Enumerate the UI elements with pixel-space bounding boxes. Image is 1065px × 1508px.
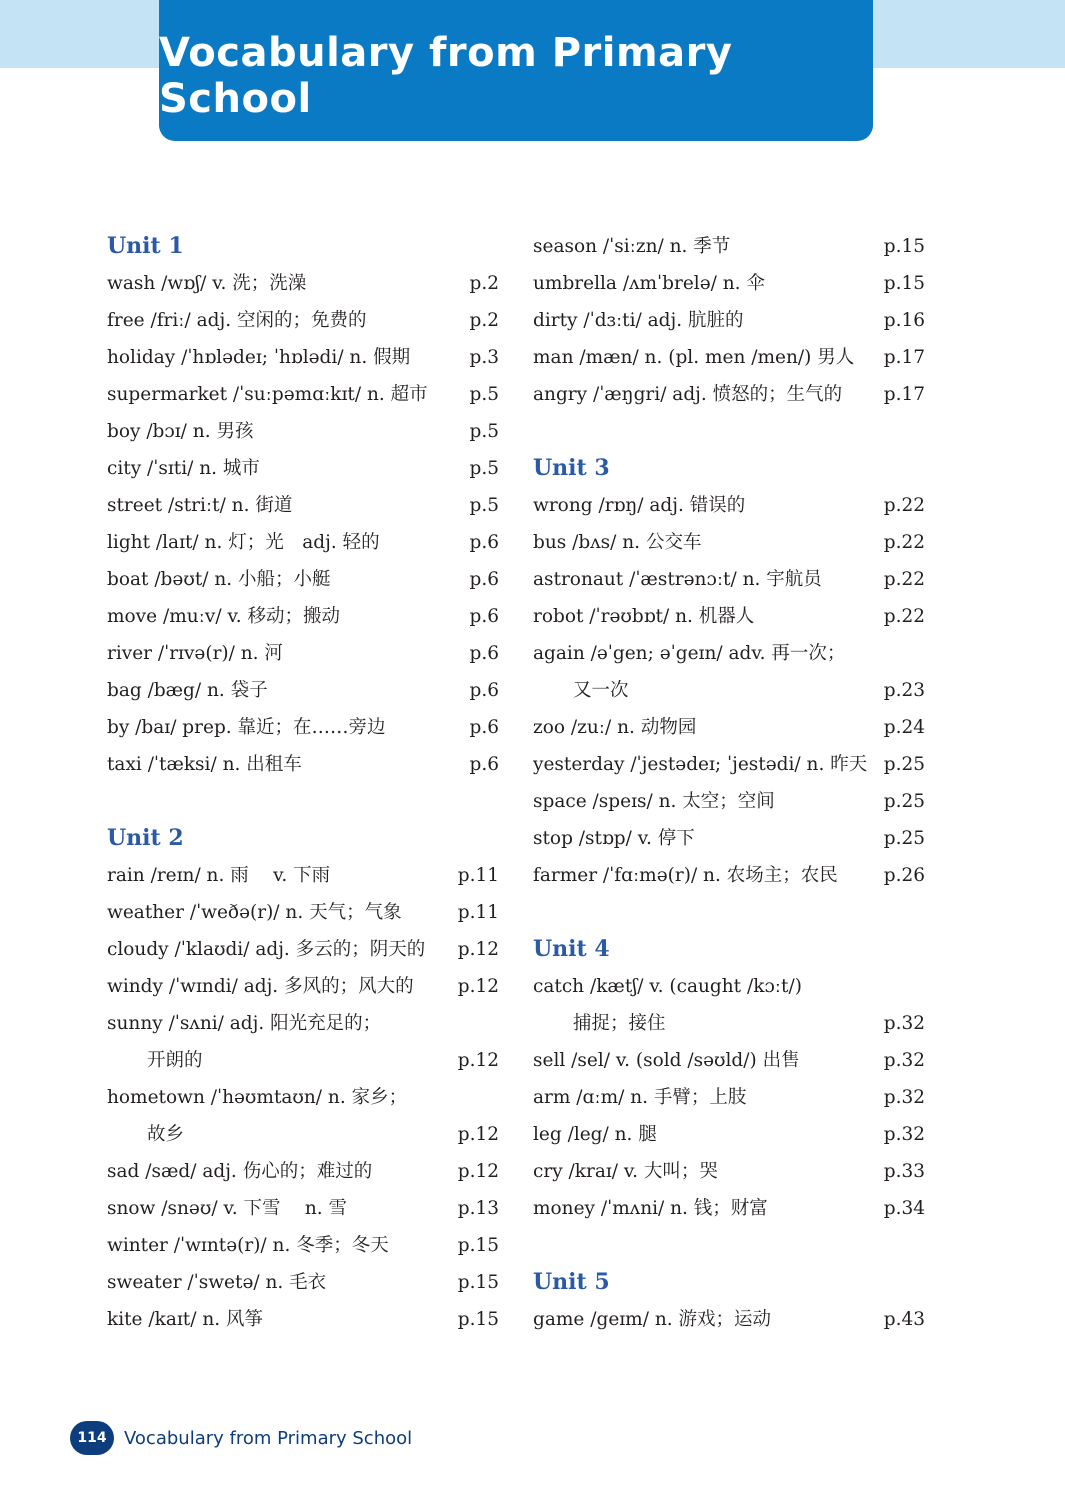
- vocab-entry-text: 又一次: [573, 680, 629, 701]
- vocab-entry: [107, 709, 499, 746]
- vocab-entry: [107, 265, 499, 302]
- vocab-entry: [107, 302, 499, 339]
- vocab-page-ref: p.25: [883, 791, 925, 812]
- vocab-entry-text: sell /sel/ v. (sold /səʊld/) 出售: [533, 1050, 800, 1071]
- section-spacer: [533, 413, 925, 450]
- vocab-page-ref: p.12: [457, 976, 499, 997]
- vocab-entry: [533, 968, 925, 1005]
- vocab-entry-text: kite /kaɪt/ n. 风筝: [107, 1309, 264, 1330]
- vocab-entry-text: catch /kætʃ/ v. (caught /kɔːt/): [533, 976, 802, 997]
- vocab-page-ref: p.32: [883, 1013, 925, 1034]
- vocab-entry: [107, 894, 499, 931]
- vocab-page-ref: p.15: [883, 236, 925, 257]
- unit-heading: Unit 3: [533, 455, 610, 481]
- title-banner: [159, 0, 873, 141]
- page-footer: [70, 1420, 412, 1456]
- vocab-entry-text: rain /reɪn/ n. 雨 v. 下雨: [107, 865, 331, 886]
- vocab-entry: [533, 228, 925, 265]
- vocab-entry-text: hometown /ˈhəʊmtaʊn/ n. 家乡；: [107, 1087, 408, 1108]
- vocab-page-ref: p.22: [883, 569, 925, 590]
- vocab-entry: [107, 1005, 499, 1042]
- vocab-page-ref: p.23: [883, 680, 925, 701]
- vocab-entry-text: holiday /ˈhɒlədeɪ; ˈhɒlədi/ n. 假期: [107, 347, 411, 368]
- vocab-page-ref: p.12: [457, 1161, 499, 1182]
- vocab-entry-text: city /ˈsɪti/ n. 城市: [107, 458, 260, 479]
- vocab-entry-text: astronaut /ˈæstrənɔːt/ n. 宇航员: [533, 569, 822, 590]
- vocab-entry-text: bus /bʌs/ n. 公交车: [533, 532, 702, 553]
- vocab-entry: [107, 413, 499, 450]
- page-number-badge: 114: [70, 1421, 114, 1455]
- vocab-page-ref: p.15: [457, 1309, 499, 1330]
- section-spacer: [533, 1227, 925, 1264]
- vocab-entry: [533, 783, 925, 820]
- vocab-page-ref: p.22: [883, 606, 925, 627]
- vocab-entry-text: taxi /ˈtæksi/ n. 出租车: [107, 754, 302, 775]
- vocab-entry: [107, 561, 499, 598]
- vocab-page-ref: p.3: [469, 347, 499, 368]
- vocab-entry: [107, 598, 499, 635]
- vocab-page-ref: p.11: [457, 902, 499, 923]
- vocab-page-ref: p.24: [883, 717, 925, 738]
- vocab-page-ref: p.22: [883, 532, 925, 553]
- vocab-entry-text: boat /bəʊt/ n. 小船；小艇: [107, 569, 331, 590]
- vocab-entry-text: river /ˈrɪvə(r)/ n. 河: [107, 643, 283, 664]
- vocab-page-ref: p.33: [883, 1161, 925, 1182]
- vocab-entry-text: cry /kraɪ/ v. 大叫；哭: [533, 1161, 718, 1182]
- vocab-entry-text: free /friː/ adj. 空闲的；免费的: [107, 310, 367, 331]
- vocab-page-ref: p.2: [469, 273, 499, 294]
- vocab-page-ref: p.6: [469, 532, 499, 553]
- vocab-entry: [533, 1116, 925, 1153]
- vocab-page-ref: p.5: [469, 495, 499, 516]
- vocab-page-ref: p.17: [883, 347, 925, 368]
- vocab-page-ref: p.34: [883, 1198, 925, 1219]
- vocab-entry-text: wash /wɒʃ/ v. 洗；洗澡: [107, 273, 307, 294]
- vocab-entry-continuation: [533, 1005, 925, 1042]
- vocab-entry: [107, 1079, 499, 1116]
- footer-title: Vocabulary from Primary School: [124, 1427, 413, 1449]
- vocab-entry-text: light /laɪt/ n. 灯；光 adj. 轻的: [107, 532, 380, 553]
- vocab-page-ref: p.6: [469, 754, 499, 775]
- vocab-entry-text: arm /ɑːm/ n. 手臂；上肢: [533, 1087, 747, 1108]
- vocab-entry: [107, 1264, 499, 1301]
- vocab-entry-text: robot /ˈrəʊbɒt/ n. 机器人: [533, 606, 755, 627]
- vocab-entry-text: move /muːv/ v. 移动；搬动: [107, 606, 340, 627]
- vocab-entry: [533, 1301, 925, 1338]
- section-spacer: [533, 894, 925, 931]
- vocab-page-ref: p.25: [883, 828, 925, 849]
- vocab-entry: [533, 561, 925, 598]
- vocab-entry-text: sweater /ˈswetə/ n. 毛衣: [107, 1272, 327, 1293]
- vocab-entry-text: boy /bɔɪ/ n. 男孩: [107, 421, 254, 442]
- vocab-entry-text: money /ˈmʌni/ n. 钱；财富: [533, 1198, 768, 1219]
- vocab-page-ref: p.12: [457, 1050, 499, 1071]
- vocab-page-ref: p.6: [469, 569, 499, 590]
- vocab-entry-text: yesterday /ˈjestədeɪ; ˈjestədi/ n. 昨天: [533, 754, 868, 775]
- vocab-entry: [533, 820, 925, 857]
- unit-heading: Unit 5: [533, 1269, 610, 1295]
- vocab-page-ref: p.32: [883, 1050, 925, 1071]
- vocab-entry-text: wrong /rɒŋ/ adj. 错误的: [533, 495, 746, 516]
- unit-heading: Unit 1: [107, 233, 184, 259]
- vocab-entry-text: winter /ˈwɪntə(r)/ n. 冬季；冬天: [107, 1235, 389, 1256]
- vocab-entry: [533, 857, 925, 894]
- vocab-entry: [533, 1042, 925, 1079]
- vocab-entry: [533, 746, 925, 783]
- vocab-entry-text: umbrella /ʌmˈbrelə/ n. 伞: [533, 273, 765, 294]
- vocab-entry: [533, 1190, 925, 1227]
- vocab-entry-text: dirty /ˈdɜːti/ adj. 肮脏的: [533, 310, 744, 331]
- vocab-page-ref: p.13: [457, 1198, 499, 1219]
- vocab-entry-text: again /əˈgen; əˈgeɪn/ adv. 再一次；: [533, 643, 846, 664]
- vocab-entry: [107, 746, 499, 783]
- vocab-column-left: [107, 228, 499, 1338]
- vocab-page-ref: p.32: [883, 1087, 925, 1108]
- vocab-entry-continuation: [107, 1042, 499, 1079]
- vocab-page-ref: p.32: [883, 1124, 925, 1145]
- vocab-page-ref: p.5: [469, 384, 499, 405]
- vocab-page-ref: p.6: [469, 606, 499, 627]
- vocab-page-ref: p.5: [469, 458, 499, 479]
- vocab-page-ref: p.17: [883, 384, 925, 405]
- vocab-entry: [107, 339, 499, 376]
- vocab-page-ref: p.15: [457, 1272, 499, 1293]
- vocab-entry: [533, 265, 925, 302]
- vocab-entry: [107, 968, 499, 1005]
- vocab-page-ref: p.2: [469, 310, 499, 331]
- vocab-entry: [533, 376, 925, 413]
- vocab-entry: [533, 1079, 925, 1116]
- vocab-entry: [107, 1227, 499, 1264]
- vocab-page-ref: p.15: [883, 273, 925, 294]
- vocab-entry-text: by /baɪ/ prep. 靠近；在……旁边: [107, 717, 386, 738]
- vocab-entry-text: zoo /zuː/ n. 动物园: [533, 717, 697, 738]
- vocab-entry: [107, 635, 499, 672]
- vocab-entry: [533, 709, 925, 746]
- vocab-page-ref: p.11: [457, 865, 499, 886]
- vocab-entry-text: space /speɪs/ n. 太空；空间: [533, 791, 775, 812]
- vocab-entry: [107, 450, 499, 487]
- vocab-entry-text: bag /bæg/ n. 袋子: [107, 680, 268, 701]
- vocab-page-ref: p.5: [469, 421, 499, 442]
- vocab-entry-text: windy /ˈwɪndi/ adj. 多风的；风大的: [107, 976, 414, 997]
- vocab-entry: [107, 524, 499, 561]
- vocab-page-ref: p.16: [883, 310, 925, 331]
- vocab-page-ref: p.6: [469, 680, 499, 701]
- vocab-entry-text: season /ˈsiːzn/ n. 季节: [533, 236, 731, 257]
- vocab-page-ref: p.22: [883, 495, 925, 516]
- vocab-page-ref: p.15: [457, 1235, 499, 1256]
- vocab-entry: [107, 931, 499, 968]
- vocab-page-ref: p.12: [457, 1124, 499, 1145]
- vocab-entry-text: man /mæn/ n. (pl. men /men/) 男人: [533, 347, 855, 368]
- vocab-entry-text: 捕捉；接住: [573, 1013, 666, 1034]
- unit-heading: Unit 4: [533, 936, 610, 962]
- vocab-page-ref: p.12: [457, 939, 499, 960]
- vocab-entry: [107, 857, 499, 894]
- vocab-entry-text: stop /stɒp/ v. 停下: [533, 828, 695, 849]
- vocab-page-ref: p.25: [883, 754, 925, 775]
- vocab-entry: [107, 376, 499, 413]
- vocab-entry: [107, 1153, 499, 1190]
- vocab-entry-text: sad /sæd/ adj. 伤心的；难过的: [107, 1161, 373, 1182]
- vocab-entry-text: cloudy /ˈklaʊdi/ adj. 多云的；阴天的: [107, 939, 426, 960]
- vocab-entry: [533, 635, 925, 672]
- vocab-entry: [107, 1190, 499, 1227]
- vocab-entry-text: 开朗的: [147, 1050, 203, 1071]
- vocab-page-ref: p.6: [469, 717, 499, 738]
- vocab-entry-text: snow /snəʊ/ v. 下雪 n. 雪: [107, 1198, 348, 1219]
- section-spacer: [107, 783, 499, 820]
- vocab-entry: [533, 598, 925, 635]
- vocab-entry: [533, 1153, 925, 1190]
- vocab-entry-text: supermarket /ˈsuːpəmɑːkɪt/ n. 超市: [107, 384, 428, 405]
- vocab-entry-text: 故乡: [147, 1124, 185, 1145]
- vocab-page-ref: p.43: [883, 1309, 925, 1330]
- vocab-entry-text: leg /leg/ n. 腿: [533, 1124, 657, 1145]
- vocab-entry: [533, 339, 925, 376]
- vocab-page-ref: p.26: [883, 865, 925, 886]
- vocab-entry: [533, 487, 925, 524]
- vocab-entry-text: weather /ˈweðə(r)/ n. 天气；气象: [107, 902, 402, 923]
- vocab-entry-text: sunny /ˈsʌni/ adj. 阳光充足的；: [107, 1013, 382, 1034]
- vocab-column-right: [533, 228, 925, 1338]
- vocab-entry-continuation: [533, 672, 925, 709]
- vocab-entry: [533, 524, 925, 561]
- unit-heading: Unit 2: [107, 825, 184, 851]
- vocab-entry-text: street /striːt/ n. 街道: [107, 495, 293, 516]
- vocab-page-ref: p.6: [469, 643, 499, 664]
- vocab-entry-text: angry /ˈæŋgri/ adj. 愤怒的；生气的: [533, 384, 843, 405]
- vocab-entry: [107, 672, 499, 709]
- vocab-entry-text: farmer /ˈfɑːmə(r)/ n. 农场主；农民: [533, 865, 838, 886]
- vocab-entry: [107, 1301, 499, 1338]
- page-title: Vocabulary from Primary School: [159, 29, 733, 122]
- vocab-entry: [533, 302, 925, 339]
- vocab-entry-continuation: [107, 1116, 499, 1153]
- vocab-entry: [107, 487, 499, 524]
- vocab-entry-text: game /geɪm/ n. 游戏；运动: [533, 1309, 772, 1330]
